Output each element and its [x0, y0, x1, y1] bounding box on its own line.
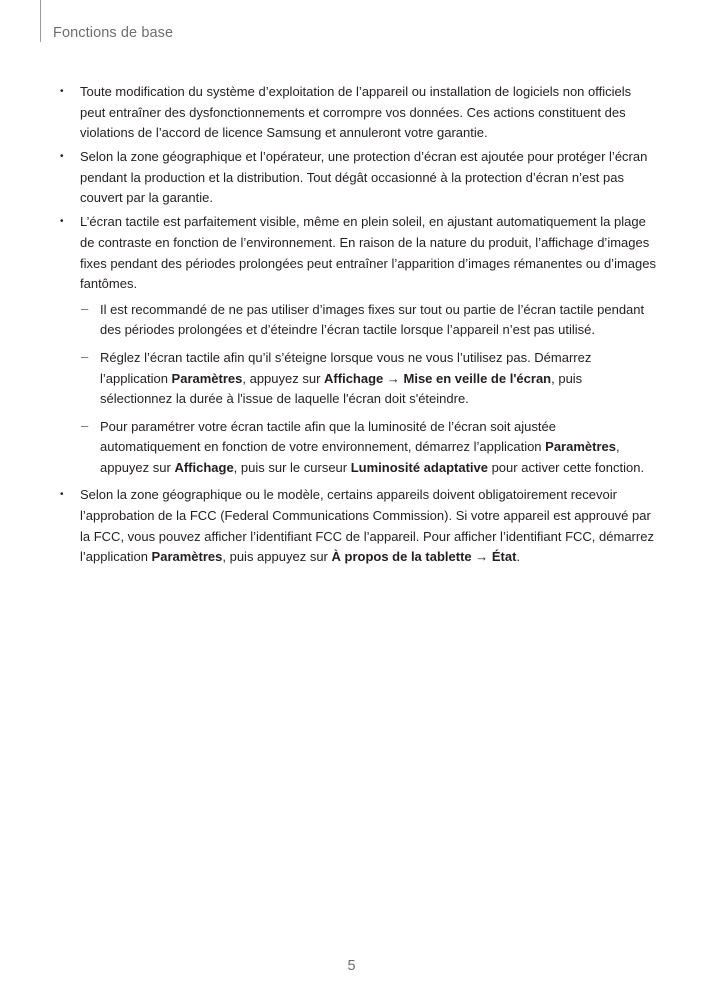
screen-timeout-option: Mise en veille de l'écran [403, 370, 552, 386]
display-menu-name: Affichage [174, 459, 234, 475]
header-rule [40, 0, 41, 42]
text-run: . [516, 549, 521, 565]
sub-item [80, 348, 658, 410]
page-number: 5 [347, 958, 356, 974]
settings-app-name: Paramètres [545, 439, 616, 455]
section-title: Fonctions de base [53, 25, 174, 41]
sub-item [80, 417, 658, 479]
sub-text [100, 419, 644, 475]
text-run: , puis appuyez sur [222, 549, 332, 565]
bullet-text: Selon la zone géographique et l’opérateur, une protection d’écran est ajoutée pour protéger l’écran pendant la production et la distribution. Tout dégât occasionné à la protection d’écran n’est pas couvert par la garantie. [80, 149, 648, 206]
sub-text [100, 350, 591, 406]
text-run: , puis sélectionnez la durée à l'issue de laquelle l'écran doit s'éteindre. [100, 370, 583, 407]
settings-app-name: Paramètres [151, 549, 223, 565]
bullet-text: Toute modification du système d’exploitation de l’appareil ou installation de logiciels non officiels peut entraîner des dysfonctionnements et corrompre vos données. Ces actions constituent des violations de l’accord de licence Samsung et annuleront votre garantie. [80, 84, 632, 141]
bullet-icon: • [60, 151, 64, 163]
sub-item [80, 300, 658, 341]
text-run: , appuyez sur [100, 439, 620, 475]
bullet-item [58, 82, 658, 144]
text-run: pour activer cette fonction. [487, 459, 645, 475]
dash-icon: – [81, 300, 89, 316]
arrow-icon: → [383, 370, 404, 386]
text-run: Pour paramétrer votre écran tactile afin que la luminosité de l’écran soit ajustée automatiquement en fonction de votre environnement, démarrez l’application [100, 418, 556, 455]
sub-text: Il est recommandé de ne pas utiliser d’images fixes sur tout ou partie de l’écran tactile pendant des périodes prolongées et d’éteindre l’écran tactile lorsque l’appareil n’est pas utilisé. [100, 301, 645, 338]
text-run: , appuyez sur [242, 370, 325, 386]
text-run: Selon la zone géographique ou le modèle, certains appareils doivent obligatoirement recevoir l’approbation de la FCC (Federal Communications Commission). Si votre appareil est approuvé par la FCC, vous pouvez afficher l’identifiant FCC de l’appareil. Pour afficher l’identifiant FCC, démarrez l’application [80, 487, 654, 565]
dash-icon: – [81, 348, 89, 364]
bullet-item [58, 485, 658, 567]
status-option: État [491, 549, 517, 565]
display-menu-name: Affichage [324, 370, 384, 386]
settings-app-name: Paramètres [171, 370, 243, 386]
bullet-text [80, 487, 654, 564]
bullet-icon: • [60, 86, 64, 97]
text-run: , puis sur le curseur [233, 459, 351, 475]
bullet-icon: • [60, 489, 64, 501]
bullet-icon: • [60, 216, 64, 228]
sub-list [80, 300, 658, 479]
about-tablet-option: À propos de la tablette [331, 549, 472, 565]
arrow-icon: → [471, 549, 492, 565]
bullet-item [58, 212, 658, 478]
main-content [58, 82, 658, 571]
adaptive-brightness-option: Luminosité adaptative [350, 459, 488, 475]
text-run: Réglez l’écran tactile afin qu’il s’éteigne lorsque vous ne vous l’utilisez pas. Démarrez l’application [100, 349, 592, 386]
bullet-text: L’écran tactile est parfaitement visible, même en plein soleil, en ajustant automatiquement la plage de contraste en fonction de l’environnement. En raison de la nature du produit, l’affichage d’images fixes pendant des périodes prolongées peut entraîner l’apparition d’images rémanentes ou d’images fantômes. [80, 214, 656, 292]
bullet-item [58, 147, 658, 209]
dash-icon: – [81, 417, 89, 433]
